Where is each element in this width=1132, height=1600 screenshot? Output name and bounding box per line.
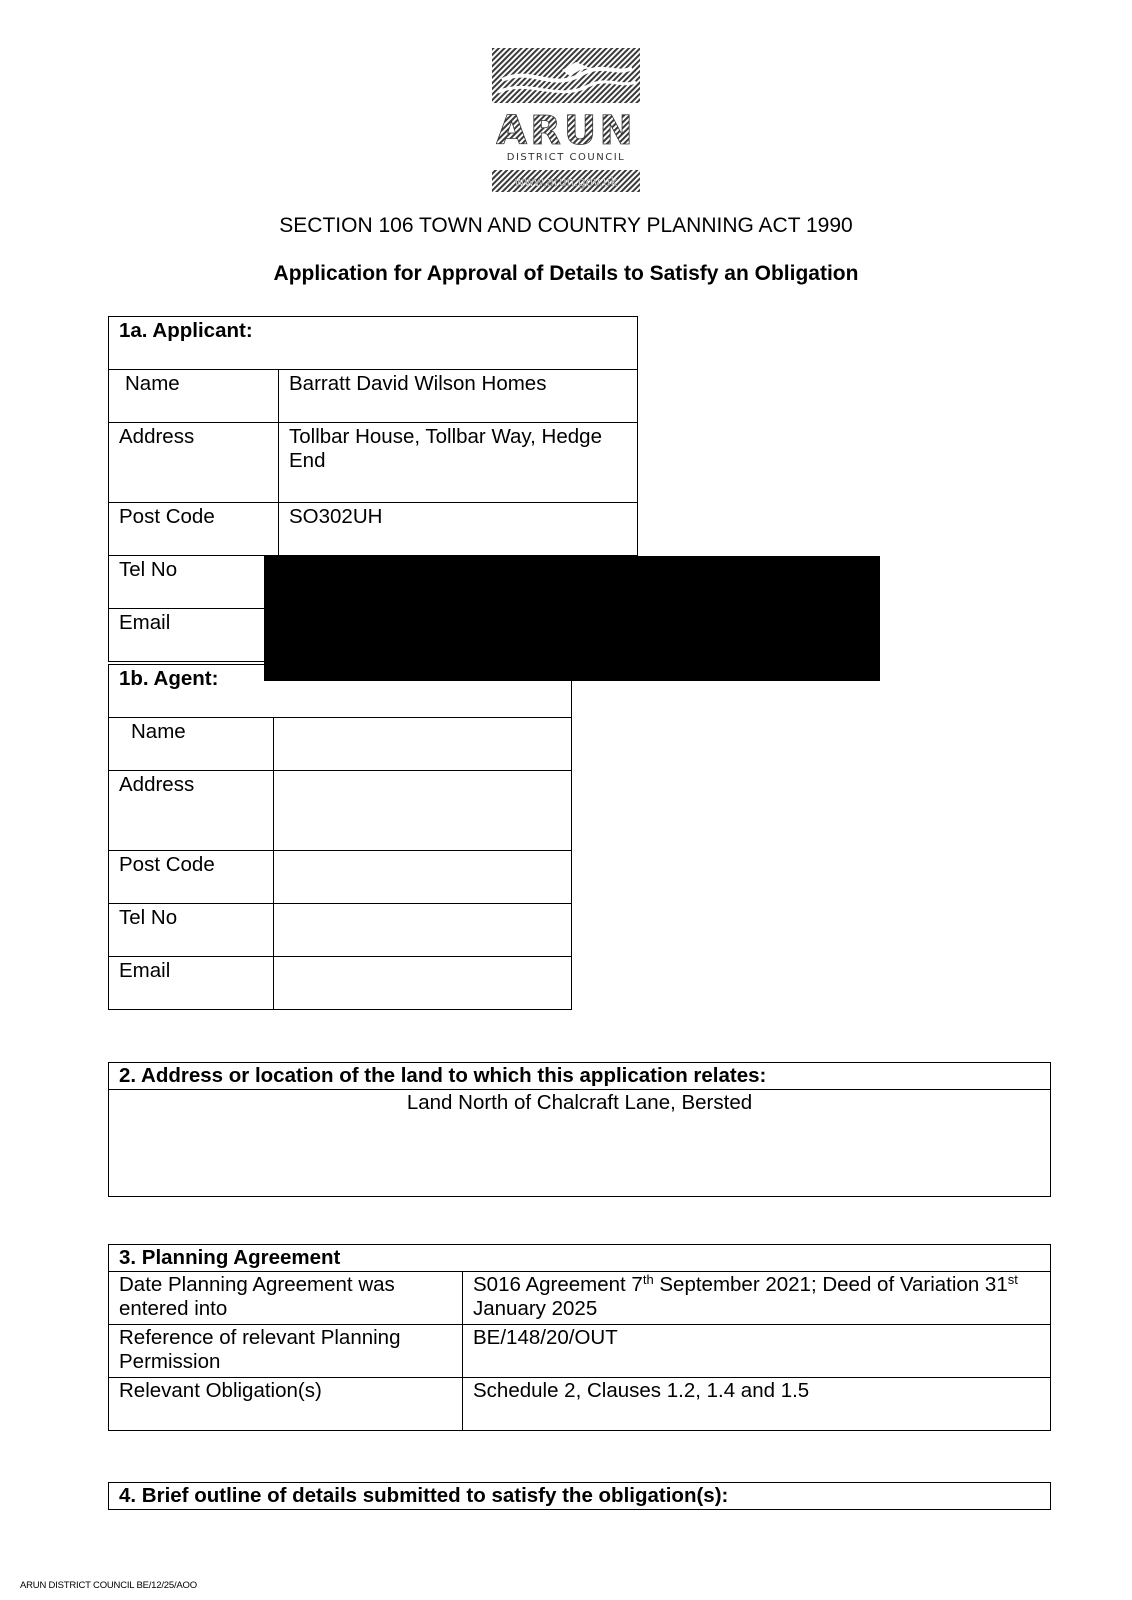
applicant-postcode-value[interactable]: SO302UH xyxy=(279,503,638,556)
land-table xyxy=(108,1062,1051,1197)
applicant-address-value[interactable]: Tollbar House, Tollbar Way, Hedge End xyxy=(279,423,638,503)
applicant-name-label: Name xyxy=(109,370,279,423)
agreement-date-label: Date Planning Agreement was entered into xyxy=(109,1272,463,1325)
outline-table xyxy=(108,1482,1051,1510)
planning-agreement-table xyxy=(108,1244,1051,1431)
outline-heading: 4. Brief outline of details submitted to satisfy the obligation(s): xyxy=(109,1483,1051,1510)
logo-subtitle: DISTRICT COUNCIL xyxy=(506,152,626,163)
agent-postcode-value[interactable] xyxy=(274,851,572,904)
land-heading: 2. Address or location of the land to which this application relates: xyxy=(109,1063,1051,1090)
agent-address-value[interactable] xyxy=(274,771,572,851)
agreement-heading: 3. Planning Agreement xyxy=(109,1245,1051,1272)
land-value[interactable]: Land North of Chalcraft Lane, Bersted xyxy=(109,1090,1051,1197)
agent-name-label: Name xyxy=(109,718,274,771)
act-title: SECTION 106 TOWN AND COUNTRY PLANNING ACT 1990 xyxy=(279,214,853,237)
agreement-obligation-value[interactable]: Schedule 2, Clauses 1.2, 1.4 and 1.5 xyxy=(463,1378,1051,1431)
applicant-postcode-label: Post Code xyxy=(109,503,279,556)
agent-name-value[interactable] xyxy=(274,718,572,771)
applicant-address-label: Address xyxy=(109,423,279,503)
applicant-email-label: Email xyxy=(109,609,279,662)
redaction-box xyxy=(264,556,880,681)
logo-website: www.arun.gov.uk xyxy=(514,175,618,189)
form-title: Application for Approval of Details to Satisfy an Obligation xyxy=(273,262,859,285)
agreement-obligation-label: Relevant Obligation(s) xyxy=(109,1378,463,1431)
arun-logo-graphic xyxy=(492,48,640,194)
footer-reference: ARUN DISTRICT COUNCIL BE/12/25/AOO xyxy=(20,1580,197,1591)
agreement-reference-label: Reference of relevant Planning Permission xyxy=(109,1325,463,1378)
agent-tel-value[interactable] xyxy=(274,904,572,957)
agreement-reference-value[interactable]: BE/148/20/OUT xyxy=(463,1325,1051,1378)
agent-address-label: Address xyxy=(109,771,274,851)
agent-heading: 1b. Agent: xyxy=(109,665,572,718)
logo-name: ARUN xyxy=(496,108,636,154)
council-logo xyxy=(492,48,640,194)
applicant-heading: 1a. Applicant: xyxy=(109,317,638,370)
agreement-date-value[interactable]: S016 Agreement 7th September 2021; Deed of Variation 31st January 2025 xyxy=(463,1272,1051,1325)
applicant-name-value[interactable]: Barratt David Wilson Homes xyxy=(279,370,638,423)
applicant-tel-label: Tel No xyxy=(109,556,279,609)
agent-tel-label: Tel No xyxy=(109,904,274,957)
agent-email-label: Email xyxy=(109,957,274,1010)
agent-email-value[interactable] xyxy=(274,957,572,1010)
agent-postcode-label: Post Code xyxy=(109,851,274,904)
agent-table xyxy=(108,664,572,1010)
